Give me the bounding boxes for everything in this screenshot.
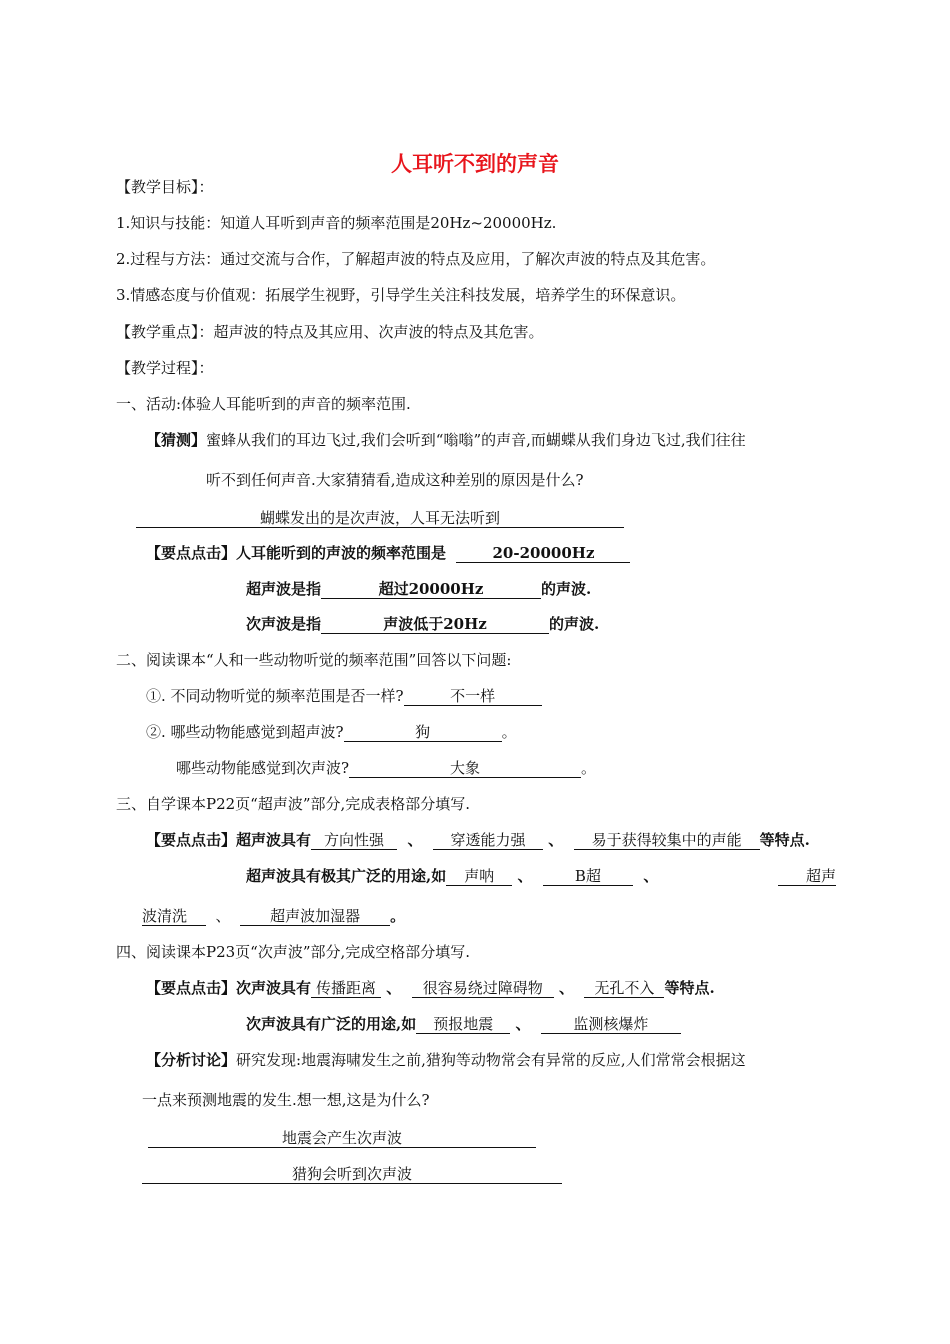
use-3b-blank: 波清洗 bbox=[142, 907, 206, 926]
ultrasound-features bbox=[146, 830, 810, 850]
process-heading: 【教学过程】： bbox=[116, 359, 214, 377]
section1-heading: 一、活动:体验人耳能听到的声音的频率范围. bbox=[116, 395, 411, 413]
question-2 bbox=[146, 722, 517, 742]
ultrasound-blank: 超过20000Hz bbox=[321, 580, 541, 599]
feature-1-blank: 传播距离 bbox=[311, 979, 381, 998]
discussion-text: 研究发现:地震海啸发生之前,猎狗等动物常会有异常的反应,人们常常会根据这 bbox=[236, 1051, 746, 1069]
question-3-end: 。 bbox=[581, 759, 597, 777]
tip-text: 人耳能听到的声波的频率范围是 bbox=[236, 544, 447, 562]
tip-range bbox=[146, 543, 630, 563]
ultrasound-uses-cont bbox=[142, 906, 405, 926]
section2-heading: 二、阅读课本“人和一些动物听觉的频率范围”回答以下问题: bbox=[116, 651, 512, 669]
separator: 、 bbox=[215, 907, 231, 925]
page-title: 人耳听不到的声音 bbox=[391, 152, 559, 176]
feature-2-blank: 穿透能力强 bbox=[433, 831, 543, 850]
separator: 、 bbox=[386, 979, 402, 997]
uses-pre: 超声波具有极其广泛的用途,如 bbox=[246, 867, 447, 885]
use-1-blank: 预报地震 bbox=[416, 1015, 510, 1034]
use-4-blank: 超声波加湿器 bbox=[240, 907, 390, 926]
uses-pre: 次声波具有广泛的用途,如 bbox=[246, 1015, 417, 1033]
question-3-text: 哪些动物能感觉到次声波? bbox=[176, 759, 350, 777]
infrasound-post: 的声波. bbox=[549, 615, 600, 633]
answer-line bbox=[136, 508, 624, 528]
guess-line-2: 听不到任何声音.大家猜猜看,造成这种差别的原因是什么? bbox=[206, 471, 584, 489]
answer-2-blank: 狗 bbox=[344, 723, 502, 742]
ultrasound-uses bbox=[246, 866, 658, 886]
features-post: 等特点. bbox=[664, 979, 715, 997]
feature-3-blank: 易于获得较集中的声能 bbox=[574, 831, 760, 850]
objective-3: 3.情感态度与价值观：拓展学生视野，引导学生关注科技发展，培养学生的环保意识。 bbox=[116, 286, 686, 304]
period: 。 bbox=[390, 907, 406, 925]
question-2-end: 。 bbox=[501, 723, 517, 741]
range-blank: 20-20000Hz bbox=[456, 544, 630, 563]
feature-3-blank: 无孔不入 bbox=[584, 979, 664, 998]
question-1-text: ①. 不同动物听觉的频率范围是否一样? bbox=[146, 687, 404, 705]
discussion-answer-1-blank: 地震会产生次声波 bbox=[148, 1129, 536, 1148]
tip-label: 【要点点击】 bbox=[146, 544, 237, 562]
ultrasound-post: 的声波. bbox=[541, 580, 592, 598]
tip-label: 【要点点击】 bbox=[146, 831, 237, 849]
use-3-part-a bbox=[778, 866, 836, 886]
discussion-line-2: 一点来预测地震的发生.想一想,这是为什么? bbox=[142, 1091, 430, 1109]
question-1 bbox=[146, 686, 542, 706]
ultrasound-def bbox=[246, 579, 591, 599]
infrasound-blank: 声波低于20Hz bbox=[321, 615, 549, 634]
discussion-label: 【分析讨论】 bbox=[146, 1051, 237, 1069]
infrasound-def bbox=[246, 614, 599, 634]
guess-label: 【猜测】 bbox=[146, 431, 207, 449]
infrasound-uses bbox=[246, 1014, 681, 1034]
objectives-heading: 【教学目标】： bbox=[116, 178, 214, 196]
separator: 、 bbox=[407, 831, 423, 849]
answer-blank: 蝴蝶发出的是次声波，人耳无法听到 bbox=[136, 509, 624, 528]
question-2-text: ②. 哪些动物能感觉到超声波? bbox=[146, 723, 344, 741]
question-3 bbox=[176, 758, 596, 778]
separator: 、 bbox=[517, 867, 533, 885]
separator: 、 bbox=[643, 867, 659, 885]
infrasound-pre: 次声波是指 bbox=[246, 615, 322, 633]
objective-1: 1.知识与技能：知道人耳听到声音的频率范围是20Hz~20000Hz. bbox=[116, 214, 557, 232]
section3-heading: 三、自学课本P22页“超声波”部分,完成表格部分填写. bbox=[116, 795, 471, 813]
ultrasound-pre: 超声波是指 bbox=[246, 580, 322, 598]
tip-label: 【要点点击】 bbox=[146, 979, 237, 997]
feature-2-blank: 很容易绕过障碍物 bbox=[412, 979, 554, 998]
separator: 、 bbox=[515, 1015, 531, 1033]
features-post: 等特点. bbox=[759, 831, 810, 849]
section4-heading: 四、阅读课本P23页“次声波”部分,完成空格部分填写. bbox=[116, 943, 471, 961]
answer-3-blank: 大象 bbox=[349, 759, 581, 778]
use-2-blank: B超 bbox=[543, 867, 633, 886]
guess-text: 蜜蜂从我们的耳边飞过,我们会听到“嗡嗡”的声音,而蝴蝶从我们身边飞过,我们往往 bbox=[206, 431, 746, 449]
answer-1-blank: 不一样 bbox=[404, 687, 542, 706]
discussion-answer-2-blank: 猎狗会听到次声波 bbox=[142, 1165, 562, 1184]
objective-2: 2.过程与方法：通过交流与合作，了解超声波的特点及应用，了解次声波的特点及其危害。 bbox=[116, 250, 716, 268]
features-pre: 超声波具有 bbox=[236, 831, 312, 849]
guess-line-1 bbox=[146, 430, 746, 450]
discussion-answer-1 bbox=[148, 1128, 536, 1148]
infrasound-features bbox=[146, 978, 715, 998]
feature-1-blank: 方向性强 bbox=[311, 831, 397, 850]
separator: 、 bbox=[558, 979, 574, 997]
key-points: 【教学重点】：超声波的特点及其应用、次声波的特点及其危害。 bbox=[116, 323, 544, 341]
use-3a-blank: 超声 bbox=[778, 867, 836, 886]
features-pre: 次声波具有 bbox=[236, 979, 312, 997]
discussion-line-1 bbox=[146, 1050, 746, 1070]
use-2-blank: 监测核爆炸 bbox=[541, 1015, 681, 1034]
use-1-blank: 声呐 bbox=[446, 867, 512, 886]
discussion-answer-2 bbox=[142, 1164, 562, 1184]
separator: 、 bbox=[548, 831, 564, 849]
